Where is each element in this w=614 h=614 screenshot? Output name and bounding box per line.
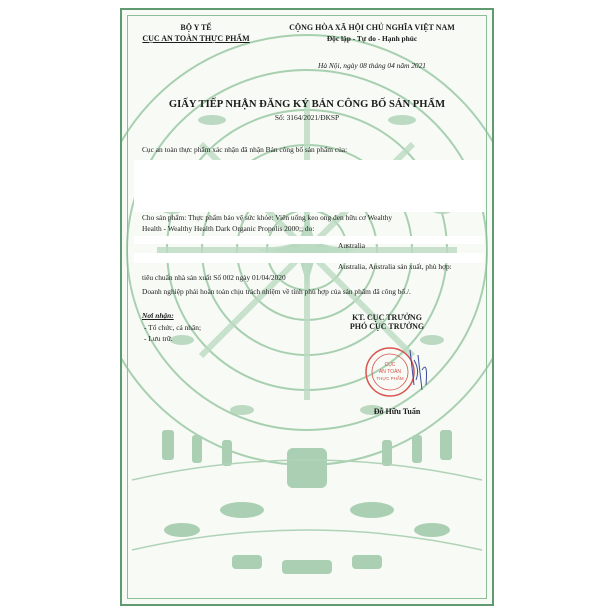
redacted-company-area xyxy=(134,160,484,212)
confirmation-line: Cục an toàn thực phẩm xác nhận đã nhận Bản công bố sản phẩm của: xyxy=(142,145,348,154)
department-name: CỤC AN TOÀN THỰC PHẨM xyxy=(142,34,250,43)
motto: Độc lập - Tự do - Hạnh phúc xyxy=(326,34,418,43)
document-title: GIẤY TIẾP NHẬN ĐĂNG KÝ BẢN CÔNG BỐ SẢN PHẨM xyxy=(168,99,446,110)
product-line-2: Health - Wealthy Health Dark Organic Propolis 2000;; do: xyxy=(142,224,315,233)
date-place: Hà Nội, ngày 08 tháng 04 năm 2021 xyxy=(318,61,426,70)
standard-line: tiêu chuẩn nhà sản xuất Số 002 ngày 01/04/2020 xyxy=(142,273,286,282)
origin-production-line: Australia, Australia sản xuất, phù hợp: xyxy=(338,262,452,271)
recipient-item: - Lưu trữ. xyxy=(144,334,173,343)
document-page xyxy=(120,8,494,606)
product-line-1: Cho sản phẩm: Thực phẩm bảo vệ sức khỏe: Viên uống keo ong đen hữu cơ Wealthy xyxy=(142,213,393,222)
seal-text-line-1: CỤC xyxy=(384,362,396,368)
seal-text-line-3: THỰC PHẨM xyxy=(376,376,404,381)
ministry-name: BỘ Y TẾ xyxy=(180,23,212,32)
origin-country: Australia xyxy=(338,241,366,250)
redacted-manufacturer-area xyxy=(134,236,484,244)
official-seal xyxy=(362,340,442,400)
signer-name: Đỗ Hữu Tuấn xyxy=(373,407,421,416)
signature-strokes xyxy=(410,350,427,390)
signer-title-2: PHÓ CỤC TRƯỞNG xyxy=(349,322,425,331)
recipients-heading: Nơi nhận: xyxy=(142,311,174,320)
recipient-item: - Tổ chức, cá nhân; xyxy=(144,323,202,332)
signer-title-1: KT. CỤC TRƯỞNG xyxy=(352,313,422,322)
seal-text-line-2: AN TOÀN xyxy=(378,369,402,375)
responsibility-line: Doanh nghiệp phải hoàn toàn chịu trách nhiệm về tính phù hợp của sản phẩm đã công bố./. xyxy=(142,287,411,296)
document-number: Số: 3164/2021/ĐKSP xyxy=(274,113,340,122)
country-title: CỘNG HÒA XÃ HỘI CHỦ NGHĨA VIỆT NAM xyxy=(289,23,455,32)
